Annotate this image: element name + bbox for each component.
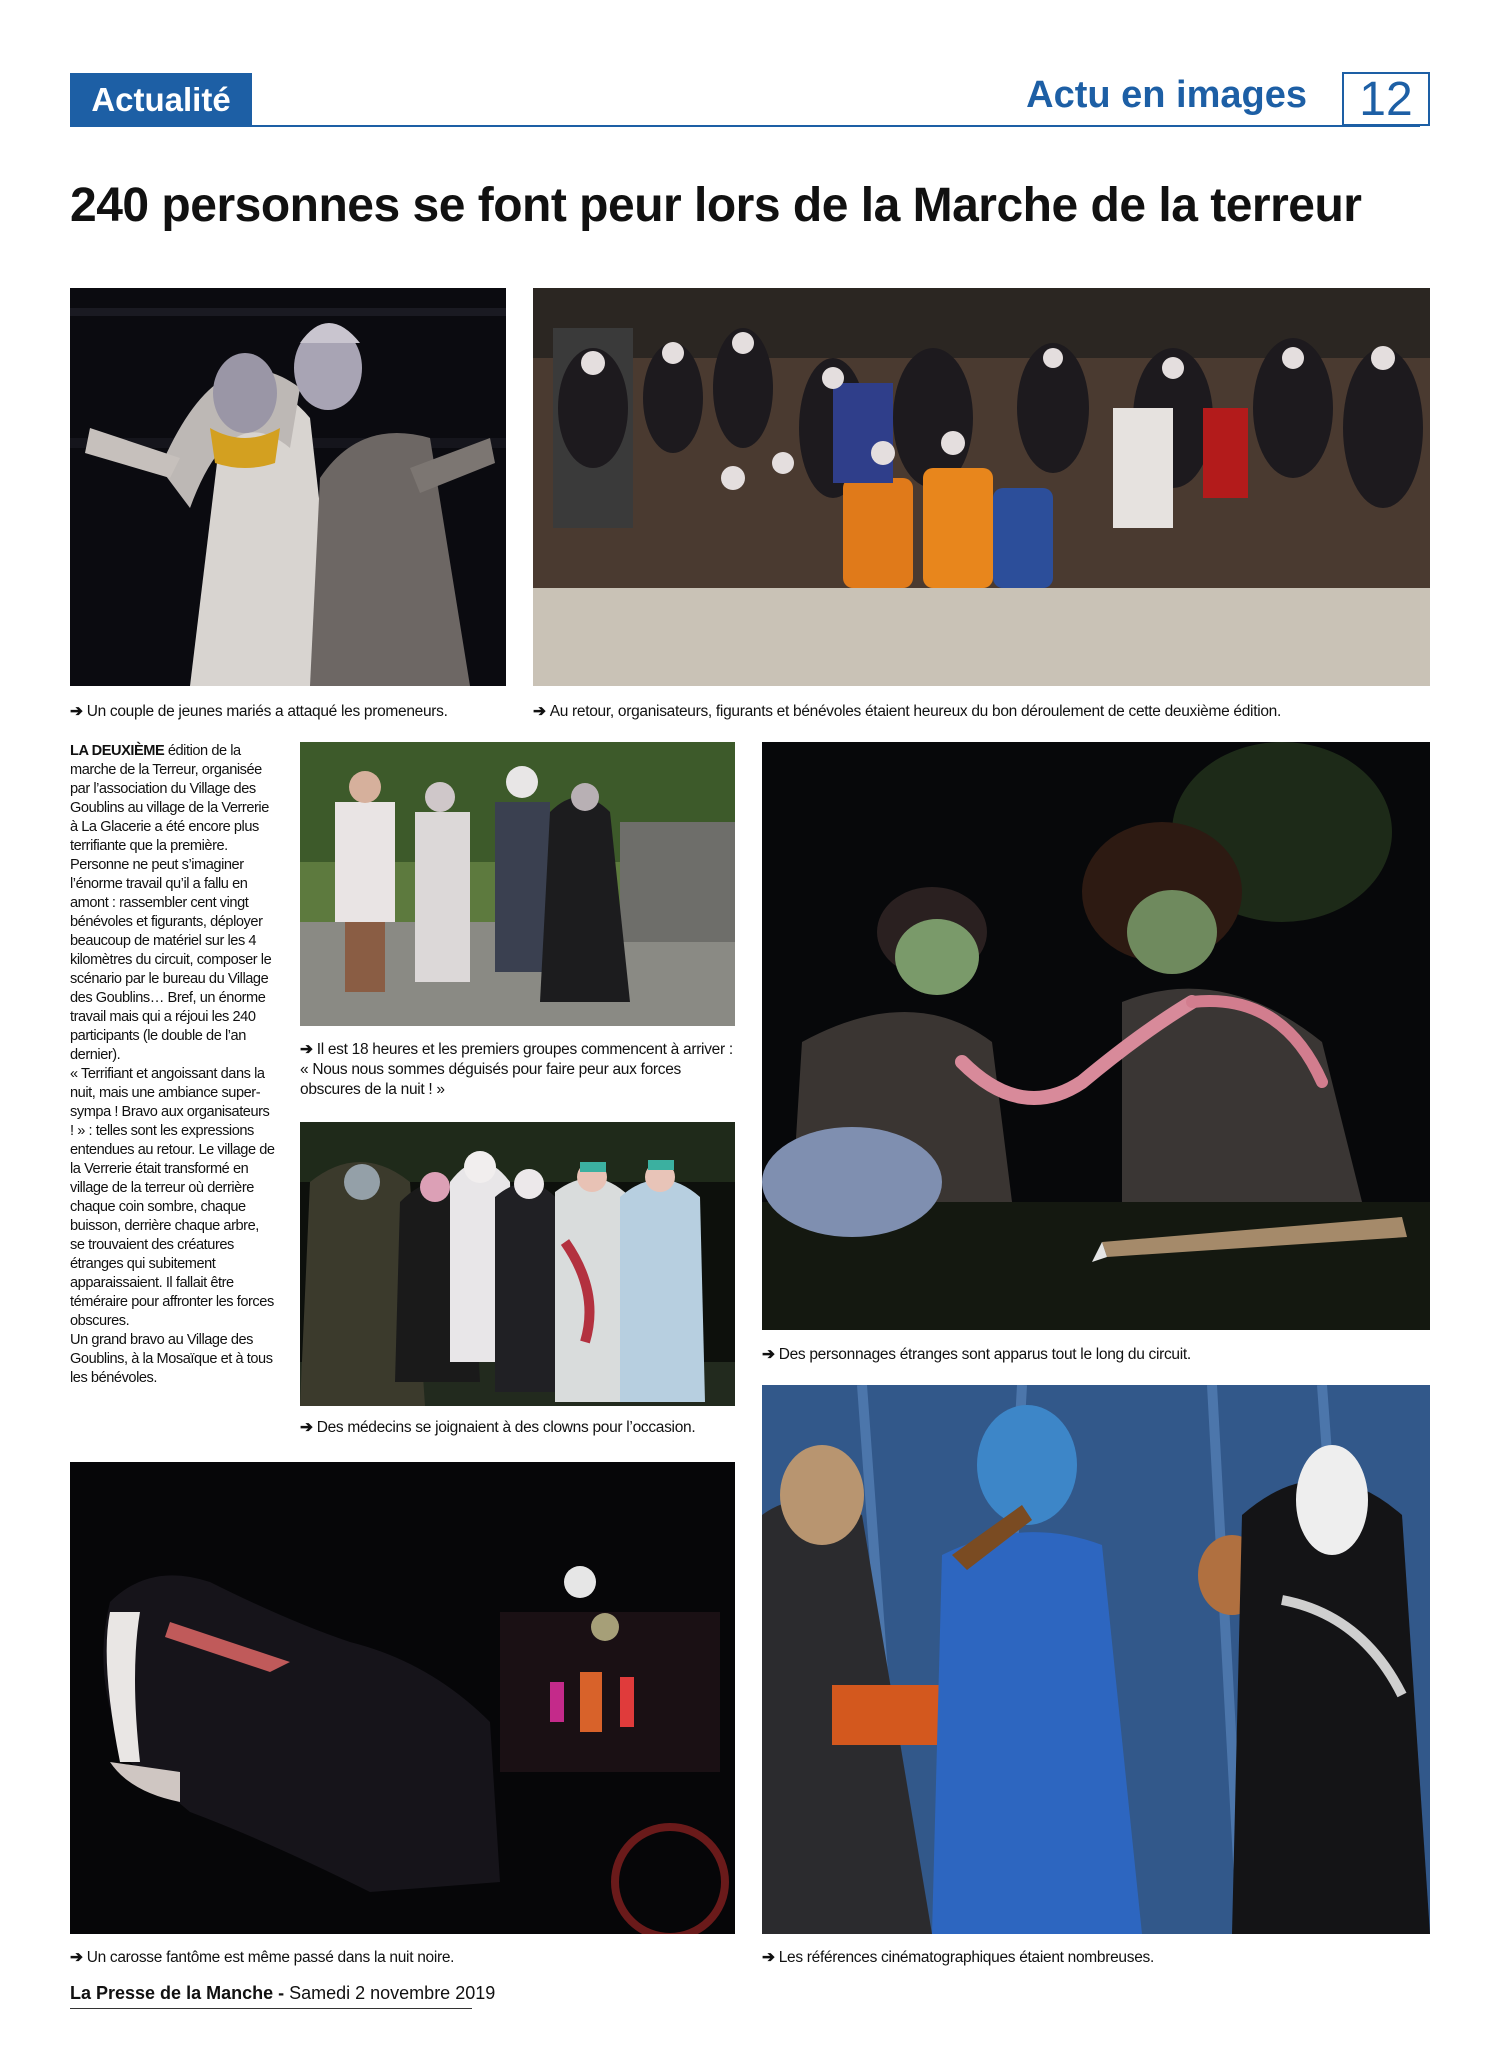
photo-ghost-carriage xyxy=(70,1462,735,1934)
page-number: 12 xyxy=(1342,72,1430,126)
headline: 240 personnes se font peur lors de la Marche de la terreur xyxy=(70,179,1362,232)
article-paragraph-3: Un grand bravo au Village des Goublins, à la Mosaïque et à tous les bénévoles. xyxy=(70,1332,273,1386)
arrow-icon: ➔ xyxy=(533,703,546,720)
arrow-icon: ➔ xyxy=(70,703,83,720)
caption-movie-references xyxy=(762,1948,1432,1968)
footer-paper-name: La Presse de la Manche - xyxy=(70,1983,285,2003)
article-paragraph-1: édition de la marche de la Terreur, organisée par l’association du Village des Goublins au village de la Verrerie à La Glacerie a été encore plus terrifiante que la première. Personne ne peut s’imaginer l’énorme travail qu’il a fallu en amont : rassembler cent vingt bénévoles et figurants, déployer beaucoup de matériel sur les 4 kilomètres du circuit, composer le scénario par le bureau du Village des Goublins… Bref, un énorme travail mais qui a réjoui les 240 participants (le double de l’an dernier). xyxy=(70,743,272,1063)
caption-text: Un couple de jeunes mariés a attaqué les promeneurs. xyxy=(86,703,448,720)
footer-date: Samedi 2 novembre 2019 xyxy=(289,1983,496,2003)
footer xyxy=(70,1983,495,2004)
caption-text: Un carosse fantôme est même passé dans la nuit noire. xyxy=(86,1949,455,1966)
caption-doctors-clowns xyxy=(300,1418,740,1438)
photo-strange-characters xyxy=(762,742,1430,1330)
photo-movie-references xyxy=(762,1385,1430,1934)
article-body xyxy=(70,742,275,1388)
section-label: Actualité xyxy=(70,73,252,127)
caption-strange-characters xyxy=(762,1345,1432,1365)
photo-couple xyxy=(70,288,506,686)
photo-group xyxy=(533,288,1430,686)
caption-text: Au retour, organisateurs, figurants et bénévoles étaient heureux du bon déroulement de cette deuxième édition. xyxy=(549,703,1281,720)
caption-group xyxy=(533,702,1433,722)
caption-text: Les références cinématographiques étaient nombreuses. xyxy=(778,1949,1154,1966)
caption-arrivals xyxy=(300,1040,740,1100)
caption-text: Il est 18 heures et les premiers groupes commencent à arriver : « Nous nous sommes déguisés pour faire peur aux forces obscures de la nuit ! » xyxy=(300,1041,733,1098)
arrow-icon: ➔ xyxy=(300,1419,313,1436)
caption-couple xyxy=(70,702,510,722)
caption-text: Des personnages étranges sont apparus tout le long du circuit. xyxy=(778,1346,1191,1363)
arrow-icon: ➔ xyxy=(762,1346,775,1363)
arrow-icon: ➔ xyxy=(762,1949,775,1966)
header-rule xyxy=(252,125,1420,127)
arrow-icon: ➔ xyxy=(70,1949,83,1966)
rubric-title: Actu en images xyxy=(1026,74,1307,116)
article-paragraph-2: « Terrifiant et angoissant dans la nuit, mais une ambiance super-sympa ! Bravo aux organisateurs ! » : telles sont les expressions entendues au retour. Le village de la Verrerie était transformé en village de la terreur où derrière chaque coin sombre, chaque buisson, derrière chaque arbre, se trouvaient des créatures étranges qui subitement apparaissaient. Il fallait être téméraire pour affronter les forces obscures. xyxy=(70,1066,275,1329)
article-lead: LA DEUXIÈME xyxy=(70,743,165,759)
footer-rule xyxy=(70,2008,472,2009)
photo-arrivals xyxy=(300,742,735,1026)
photo-doctors-clowns xyxy=(300,1122,735,1406)
arrow-icon: ➔ xyxy=(300,1041,313,1058)
caption-ghost-carriage xyxy=(70,1948,730,1968)
caption-text: Des médecins se joignaient à des clowns pour l’occasion. xyxy=(316,1419,696,1436)
